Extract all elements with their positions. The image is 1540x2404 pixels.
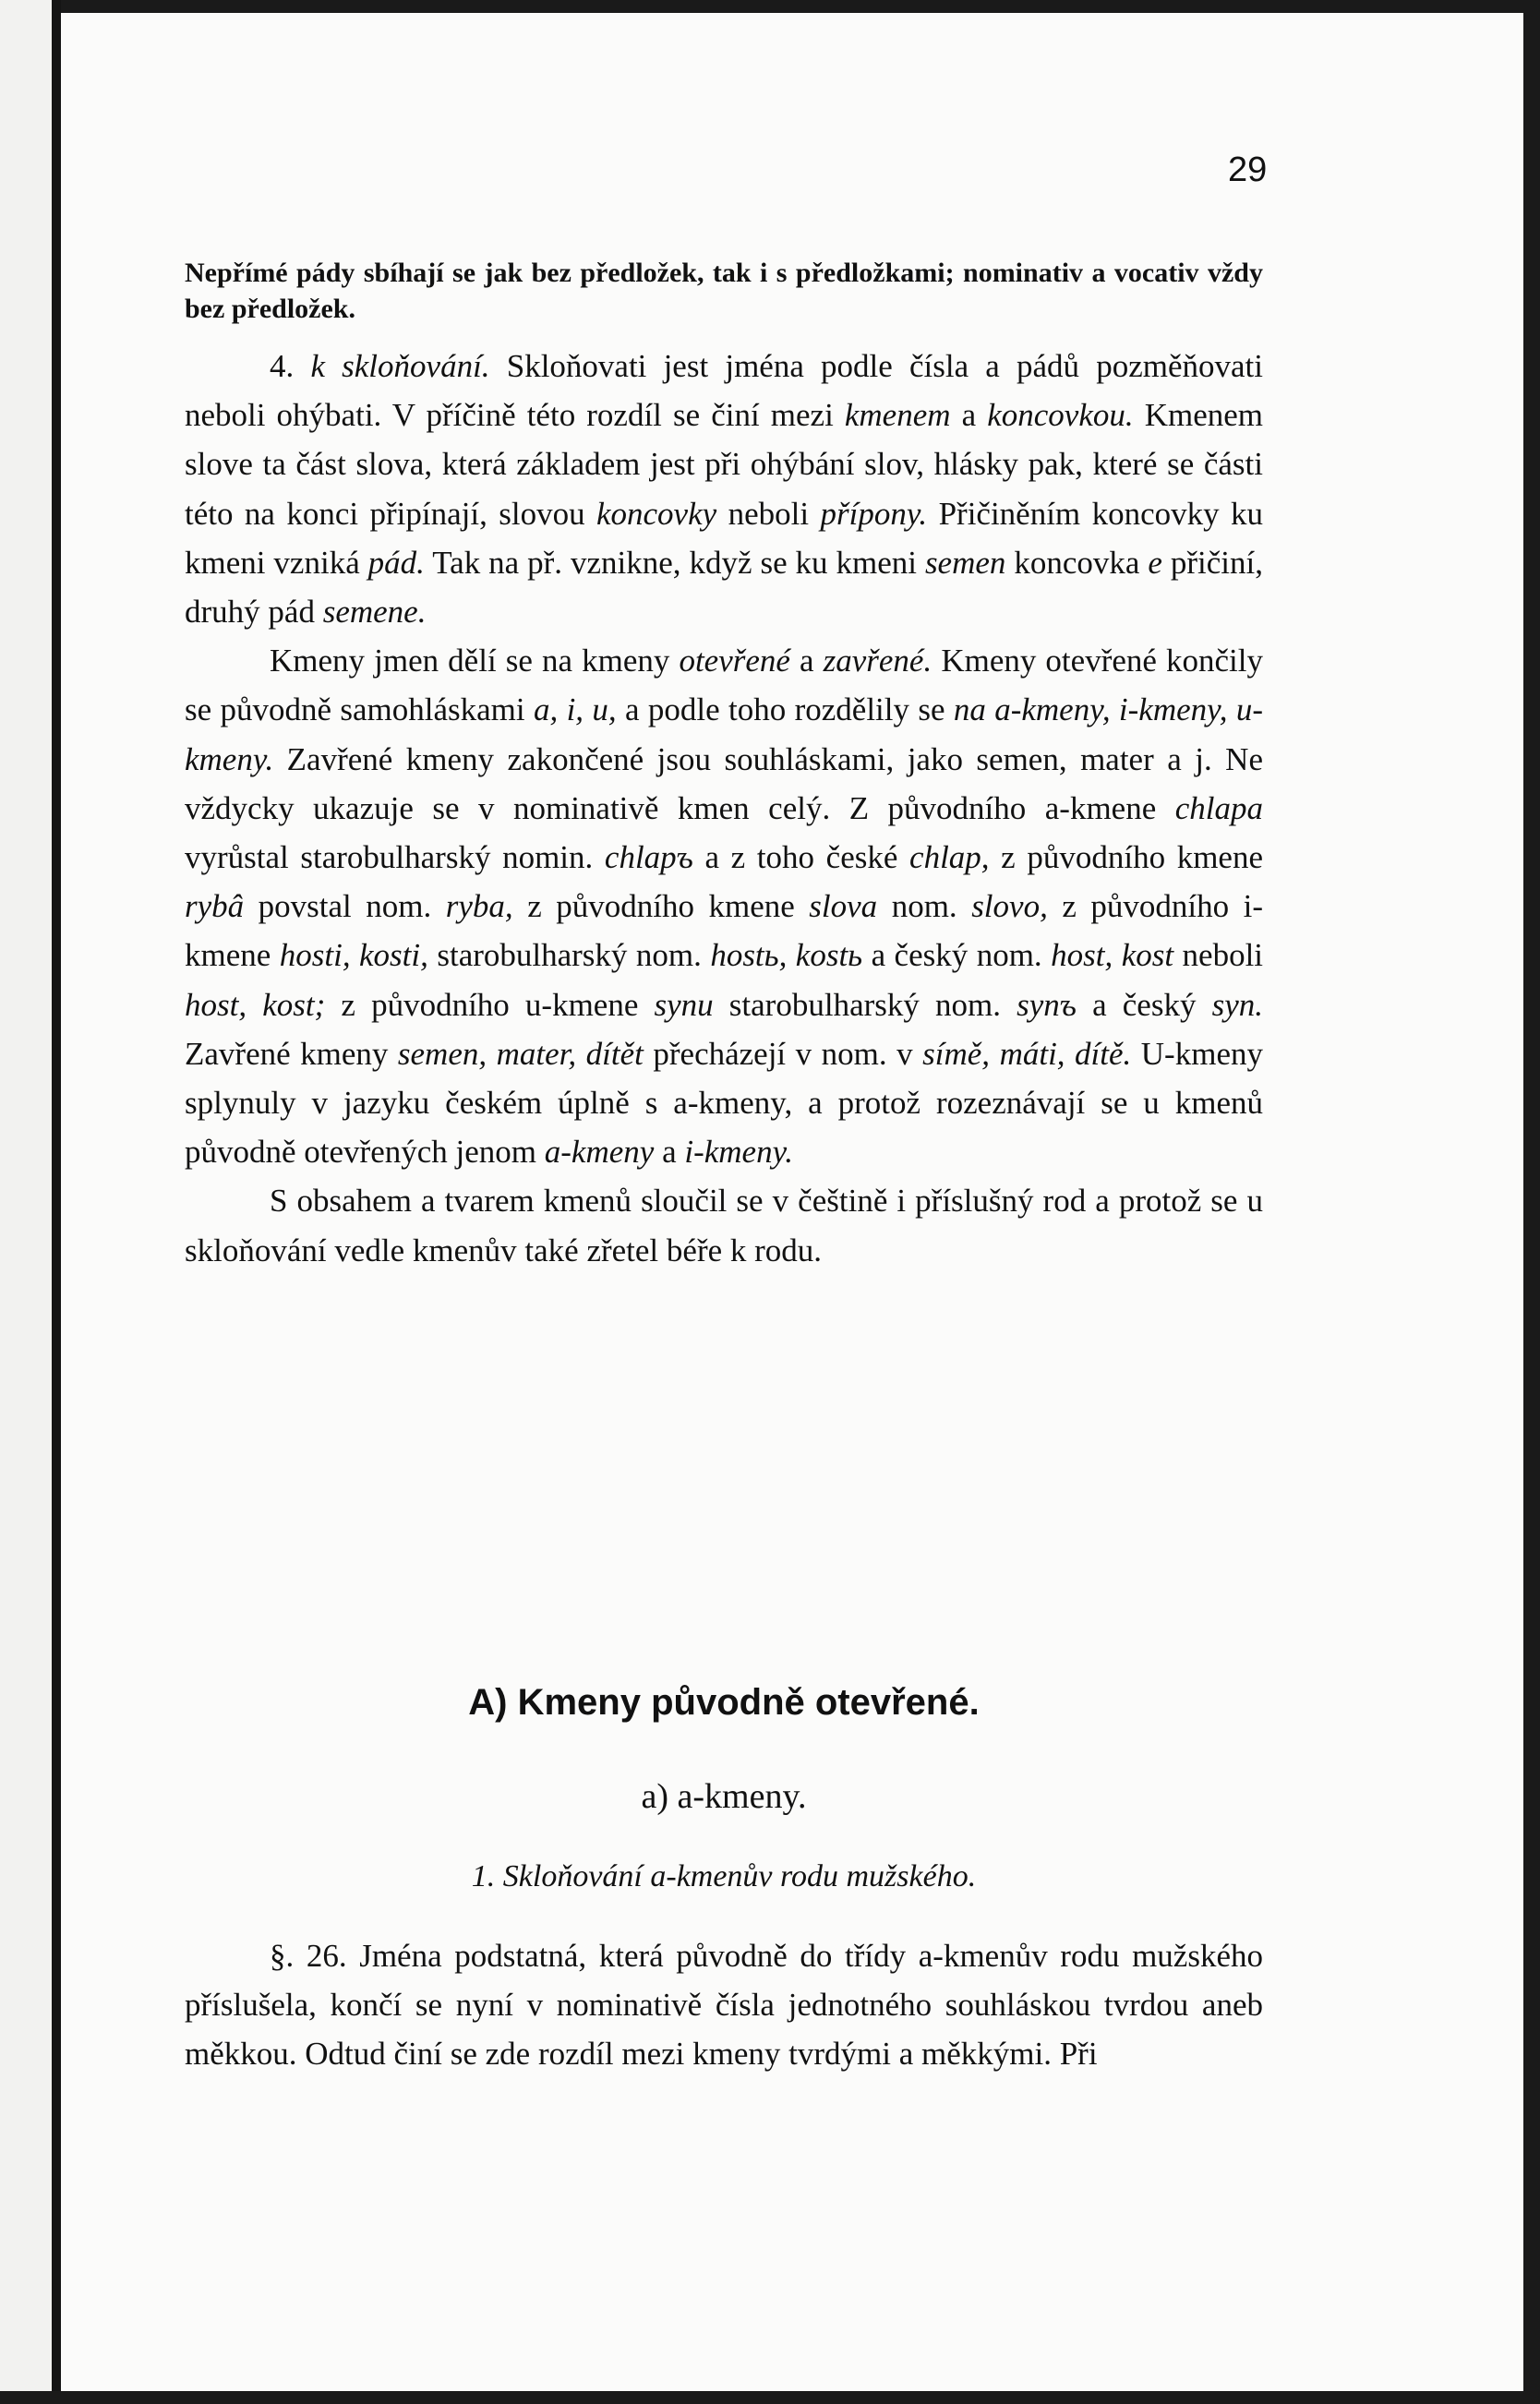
italic-term: slova <box>809 888 878 925</box>
text-run: Přičiněním koncovky ku kmeni vzniká <box>185 495 1264 581</box>
italic-term: na a-kmeny, i-kmeny, u-kmeny. <box>185 691 1263 777</box>
italic-term: host, kost <box>1051 937 1174 974</box>
text-run: vyrůstal starobulharský nomin. <box>185 839 605 876</box>
subsection-heading: a) a-kmeny. <box>641 1777 807 1816</box>
text-run: 4. <box>270 348 311 384</box>
italic-term: pád. <box>367 544 425 581</box>
page-number: 29 <box>1228 150 1268 189</box>
italic-term: hostь, kostь <box>710 937 863 974</box>
section-heading: A) Kmeny původně otevřené. <box>468 1682 980 1723</box>
italic-term: rybâ <box>185 888 245 925</box>
text-run: starobulharský nom. <box>427 937 711 974</box>
italic-term: chlap, <box>909 839 990 876</box>
section-26-text <box>185 1931 1263 2079</box>
italic-term: otevřené <box>679 643 790 679</box>
text-run: Tak na př. vznikne, když se ku kmeni <box>424 544 925 581</box>
italic-term: chlapъ <box>604 839 693 876</box>
body-text <box>185 342 1263 1275</box>
italic-term: ryba, <box>445 888 513 925</box>
italic-term: e <box>1148 544 1162 581</box>
italic-term: koncovkou. <box>987 397 1134 434</box>
text-run: a z toho české <box>692 839 910 876</box>
text-run: U-kmeny splynuly v jazyku českém úplně s a-kmeny, a protož rozeznávají se u kmenů původně otevřených jenom <box>185 1035 1263 1171</box>
italic-term: semen <box>924 544 1006 581</box>
italic-term: host, kost; <box>185 986 326 1023</box>
italic-term: semen, mater, dítět <box>397 1035 644 1072</box>
paragraph-rod <box>185 1176 1263 1274</box>
text-run: neboli <box>716 495 821 532</box>
italic-term: símě, máti, dítě. <box>922 1035 1132 1072</box>
text-run: nom. <box>877 888 972 925</box>
text-run: a <box>950 397 988 434</box>
scan-border-right <box>1523 0 1540 2404</box>
text-run: Zavřené kmeny <box>185 1035 398 1072</box>
text-run: povstal nom. <box>244 888 446 925</box>
lead-paragraph: Nepřímé pády sbíhají se jak bez předložek, tak i s předložkami; nominativ a vocativ vždy bez předložek. <box>185 258 1263 324</box>
text-run: z původního u-kmene <box>325 986 655 1023</box>
paragraph-kmeny <box>185 636 1263 1176</box>
italic-term: k skloňování. <box>310 348 490 384</box>
scan-gutter-left <box>0 0 54 2404</box>
paragraph-section-26: §. 26. Jména podstatná, která původně do třídy a-kmenův rodu mužského příslušela, končí se nyní v nominativě čísla jednotného souhláskou tvrdou aneb měkkou. Odtud činí se zde rozdíl mezi kmeny tvrdými a měkkými. Při <box>185 1938 1263 2073</box>
text-run: přecházejí v nom. v <box>643 1035 923 1072</box>
italic-term: hosti, kosti, <box>279 937 428 974</box>
scan-border-bottom <box>0 2391 1540 2404</box>
text-run: z původního i-kmene <box>185 888 1264 974</box>
text-run: Zavřené kmeny zakončené jsou souhláskami, jako semen, mater a j. Ne vždycky ukazuje se v nominativě kmen celý. Z původního a-kmene <box>185 740 1263 826</box>
text-run: a český <box>1076 986 1212 1023</box>
text-run: a podle toho rozdělily se <box>616 691 954 728</box>
text-run: S obsahem a tvarem kmenů sloučil se v češtině i příslušný rod a protož se u skloňování vedle kmenův také zřetel béře k rodu. <box>185 1183 1263 1268</box>
italic-term: chlapa <box>1174 789 1263 826</box>
text-run: Kmenem slove ta část slova, která základem jest při ohýbání slov, hlásky pak, které se části této na konci připínají, slovou <box>185 397 1263 532</box>
text-run: Kmeny jmen dělí se na kmeny <box>270 643 680 679</box>
text-run: a český nom. <box>862 937 1052 974</box>
text-run: a <box>789 643 824 679</box>
italic-term: synъ <box>1017 986 1077 1023</box>
italic-term: kmenem <box>844 397 951 434</box>
paragraph-skloňování <box>185 342 1263 636</box>
italic-term: zavřené. <box>823 643 932 679</box>
scan-border-top <box>0 0 1540 13</box>
italic-term: semene. <box>322 594 427 631</box>
italic-term: koncovky <box>596 495 717 532</box>
subsubsection-heading: 1. Skloňování a-kmenův rodu mužského. <box>471 1859 977 1893</box>
italic-term: a, i, u, <box>533 691 617 728</box>
italic-term: a-kmeny <box>544 1134 655 1171</box>
italic-term: slovo, <box>971 888 1048 925</box>
text-run: koncovka <box>1005 544 1149 581</box>
text-run: z původního kmene <box>512 888 810 925</box>
italic-term: syn. <box>1211 986 1263 1023</box>
text-run: neboli <box>1173 937 1264 974</box>
text-run: starobulharský nom. <box>713 986 1017 1023</box>
text-run: přičiní, druhý pád <box>185 544 1263 631</box>
italic-term: přípony. <box>820 495 928 532</box>
text-run: z původního kmene <box>989 839 1263 876</box>
italic-term: synu <box>654 986 714 1023</box>
scan-border-left <box>52 0 61 2404</box>
text-run: Skloňovati jest jména podle čísla a pádů pozměňovati neboli ohýbati. V příčině této rozdíl se činí mezi <box>185 348 1263 434</box>
text-run: Kmeny otevřené končily se původně samohláskami <box>185 643 1263 728</box>
text-run: a <box>654 1134 685 1171</box>
italic-term: i-kmeny. <box>684 1134 793 1171</box>
